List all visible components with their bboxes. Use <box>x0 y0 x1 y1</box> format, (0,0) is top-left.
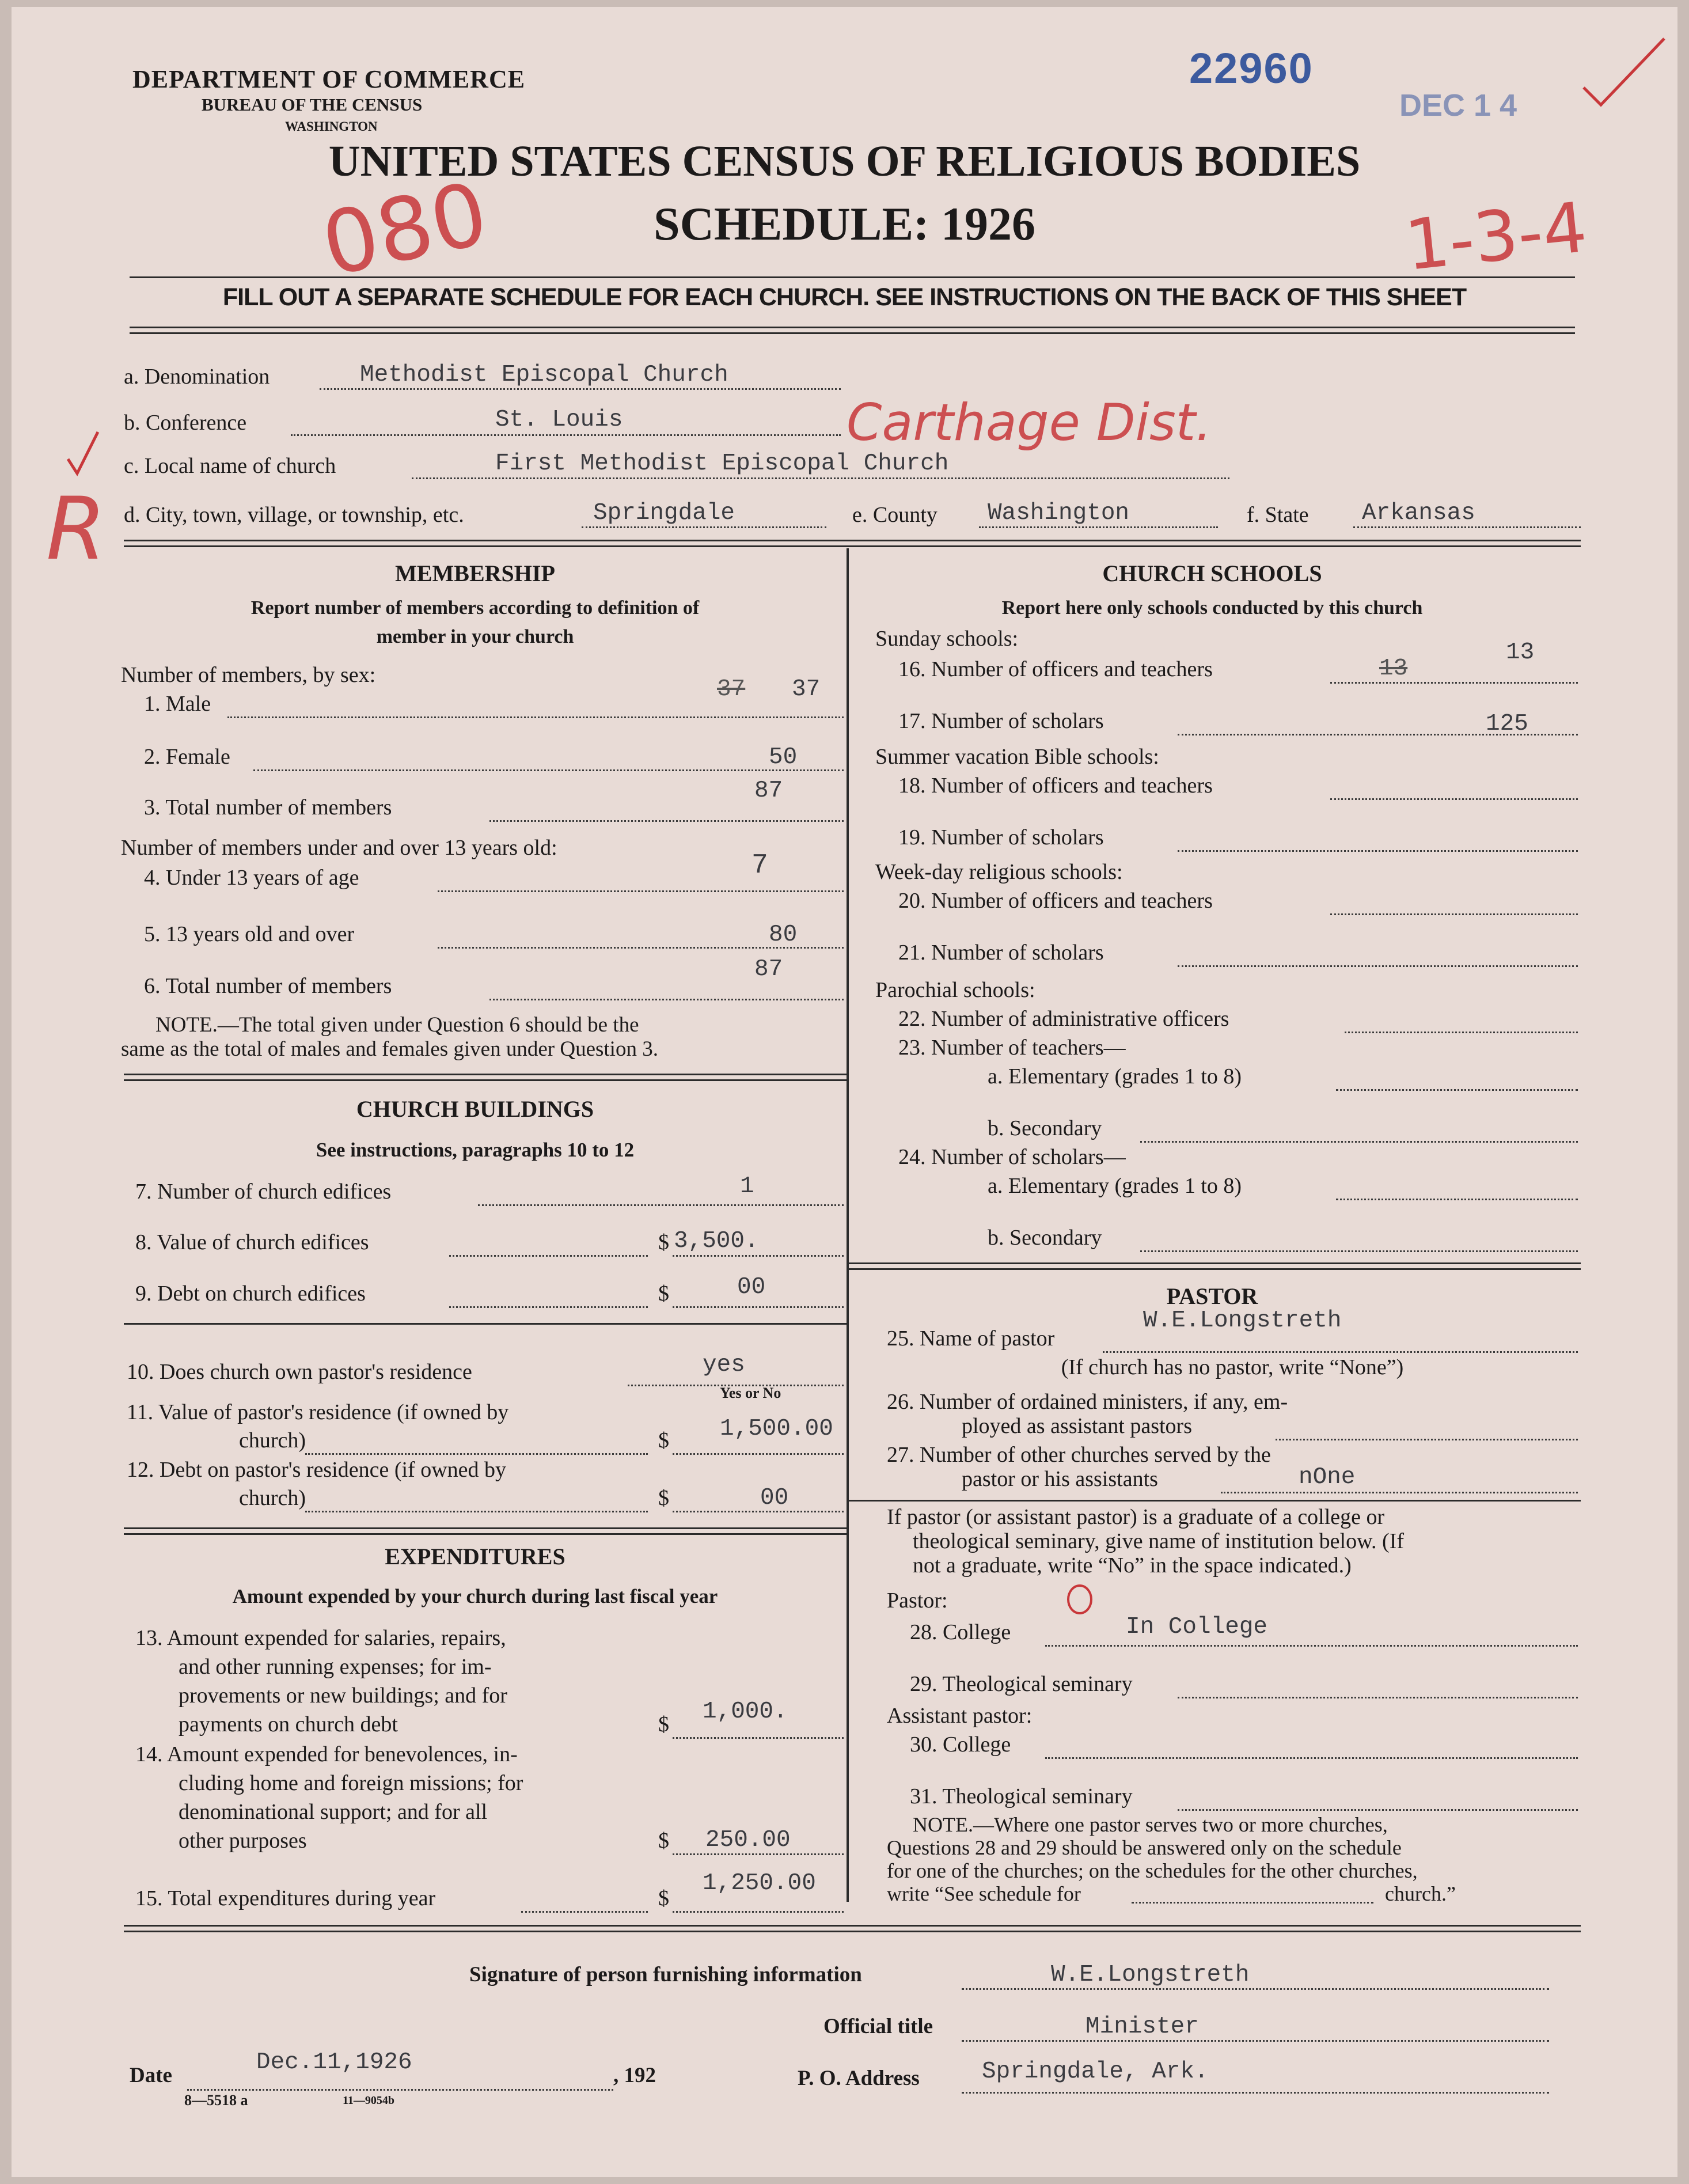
q13-running-expenses-label: 13. Amount expended for salaries, repairs, <box>135 1626 506 1650</box>
q12-residence-debt-label: 12. Debt on pastor's residence (if owned by <box>127 1458 507 1482</box>
q13-running-expenses-label-2: and other running expenses; for im- <box>179 1655 492 1679</box>
q19-summer-scholars-label: 19. Number of scholars <box>898 825 1104 850</box>
q14-benevolences-value[interactable]: 250.00 <box>705 1827 791 1853</box>
q14-benevolences-label-4: other purposes <box>179 1829 307 1853</box>
q10-owns-residence-label: 10. Does church own pastor's residence <box>127 1360 472 1384</box>
q4-under-13-label: 4. Under 13 years of age <box>144 866 359 890</box>
q24a-elementary-scholars-label: a. Elementary (grades 1 to 8) <box>988 1174 1242 1198</box>
q14-benevolences-label-2: cluding home and foreign missions; for <box>179 1771 523 1795</box>
q3-total-members-label: 3. Total number of members <box>144 795 392 820</box>
q27-other-churches-value[interactable]: nOne <box>1299 1464 1356 1491</box>
form-title: UNITED STATES CENSUS OF RELIGIOUS BODIES <box>328 137 1361 185</box>
membership-heading: MEMBERSHIP <box>395 560 555 586</box>
q9-currency-symbol: $ <box>658 1281 669 1306</box>
q24-scholars-label: 24. Number of scholars— <box>898 1145 1126 1169</box>
schedule-title: SCHEDULE: 1926 <box>654 198 1035 250</box>
membership-subheading: Report number of members according to definition of <box>250 597 700 619</box>
q7-edifices-value[interactable]: 1 <box>740 1173 754 1200</box>
q11-currency-symbol: $ <box>658 1428 669 1453</box>
church-schools-heading: CHURCH SCHOOLS <box>1102 560 1322 586</box>
q25-pastor-name-value[interactable]: W.E.Longstreth <box>1143 1307 1342 1334</box>
q2-female-label: 2. Female <box>144 745 230 769</box>
pastor-heading: PASTOR <box>1166 1283 1258 1309</box>
q17-sunday-scholars-value[interactable]: 125 <box>1486 711 1528 737</box>
bureau-name: BUREAU OF THE CENSUS <box>202 94 423 115</box>
members-by-sex-label: Number of members, by sex: <box>121 663 376 687</box>
graduate-instructions-2: theological seminary, give name of institution below. (If <box>913 1529 1405 1553</box>
q13-running-expenses-label-3: provements or new buildings; and for <box>179 1683 507 1708</box>
q9-edifice-debt-label: 9. Debt on church edifices <box>135 1281 366 1306</box>
pastor-sublabel: Pastor: <box>887 1588 948 1613</box>
pastor-note: NOTE.—Where one pastor serves two or more churches, <box>913 1813 1388 1836</box>
q1-male-label: 1. Male <box>144 692 211 716</box>
official-title-label: Official title <box>823 2015 933 2038</box>
q20-weekday-officers-label: 20. Number of officers and teachers <box>898 889 1213 913</box>
q28-pastor-college-value[interactable]: In College <box>1126 1614 1268 1640</box>
pastor-note-2: Questions 28 and 29 should be answered only on the schedule <box>887 1836 1402 1859</box>
membership-subheading-2: member in your church <box>376 626 574 647</box>
q14-benevolences-label: 14. Amount expended for benevolences, in- <box>135 1742 518 1766</box>
q11-residence-value-label-2: church) <box>239 1428 306 1453</box>
checkmark-icon <box>63 427 104 479</box>
q2-female-value[interactable]: 50 <box>769 744 798 771</box>
county-label: e. County <box>852 503 938 527</box>
q24b-secondary-scholars-label: b. Secondary <box>988 1226 1102 1250</box>
q10-yes-or-no-hint: Yes or No <box>720 1385 781 1401</box>
q8-edifice-value[interactable]: 3,500. <box>674 1228 759 1254</box>
q9-edifice-debt-value[interactable]: 00 <box>737 1274 766 1300</box>
denomination-value[interactable]: Methodist Episcopal Church <box>360 362 728 388</box>
q8-currency-symbol: $ <box>658 1230 669 1254</box>
checkmark-icon <box>1578 33 1670 113</box>
q1-male-struck-value: 37 <box>717 676 746 703</box>
fill-out-instructions: FILL OUT A SEPARATE SCHEDULE FOR EACH CHURCH. SEE INSTRUCTIONS ON THE BACK OF THIS SHEET <box>222 283 1467 311</box>
parochial-schools-label: Parochial schools: <box>875 978 1035 1002</box>
form-number: 8—5518 a <box>184 2092 248 2109</box>
members-by-age-label: Number of members under and over 13 years old: <box>121 836 557 860</box>
conference-value[interactable]: St. Louis <box>495 407 623 433</box>
denomination-label: a. Denomination <box>124 365 270 389</box>
pastor-note-3: for one of the churches; on the schedules for the other churches, <box>887 1859 1418 1882</box>
q13-currency-symbol: $ <box>658 1712 669 1736</box>
q17-sunday-scholars-label: 17. Number of scholars <box>898 709 1104 733</box>
q12-currency-symbol: $ <box>658 1486 669 1510</box>
schedule-number-stamp: 22960 <box>1189 44 1314 92</box>
expenditures-heading: EXPENDITURES <box>385 1544 565 1569</box>
q21-weekday-scholars-label: 21. Number of scholars <box>898 941 1104 965</box>
membership-note: NOTE.—The total given under Question 6 should be the <box>155 1013 639 1037</box>
received-date-stamp: DEC 1 4 <box>1399 88 1517 123</box>
q1-male-value[interactable]: 37 <box>792 676 821 703</box>
q31-assistant-seminary-label: 31. Theological seminary <box>910 1784 1133 1808</box>
local-church-name-value[interactable]: First Methodist Episcopal Church <box>495 450 949 477</box>
pastor-note-4: write “See schedule for <box>887 1882 1081 1905</box>
state-value[interactable]: Arkansas <box>1362 500 1475 526</box>
red-circle-mark-icon <box>1062 1582 1097 1617</box>
q15-currency-symbol: $ <box>658 1886 669 1910</box>
q25-pastor-hint: (If church has no pastor, write “None”) <box>1061 1355 1404 1379</box>
red-pencil-code: 080 <box>314 164 496 296</box>
q15-total-expenditures-label: 15. Total expenditures during year <box>135 1886 436 1910</box>
q6-total-members-label: 6. Total number of members <box>144 974 392 998</box>
q25-pastor-name-label: 25. Name of pastor <box>887 1326 1055 1351</box>
signature-value[interactable]: W.E.Longstreth <box>1051 1962 1250 1988</box>
church-buildings-subheading: See instructions, paragraphs 10 to 12 <box>316 1139 635 1161</box>
q28-pastor-college-label: 28. College <box>910 1620 1011 1644</box>
city-value[interactable]: Springdale <box>593 500 735 526</box>
q5-13-and-over-value[interactable]: 80 <box>769 922 798 948</box>
conference-label: b. Conference <box>124 411 247 435</box>
red-pencil-r: R <box>46 479 107 579</box>
signature-label: Signature of person furnishing information <box>469 1963 862 1986</box>
summer-schools-label: Summer vacation Bible schools: <box>875 745 1159 769</box>
po-address-value[interactable]: Springdale, Ark. <box>982 2058 1209 2085</box>
weekday-schools-label: Week-day religious schools: <box>875 860 1123 884</box>
q26-assistant-ministers-label: 26. Number of ordained ministers, if any, em- <box>887 1390 1288 1414</box>
census-schedule-sheet <box>12 7 1677 2177</box>
q16-sunday-officers-struck-value: 13 <box>1379 655 1408 682</box>
q13-running-expenses-label-4: payments on church debt <box>179 1712 398 1736</box>
q6-total-members-value[interactable]: 87 <box>754 956 783 983</box>
q4-under-13-value[interactable]: 7 <box>751 850 768 881</box>
q5-13-and-over-label: 5. 13 years old and over <box>144 922 355 946</box>
graduate-instructions: If pastor (or assistant pastor) is a graduate of a college or <box>887 1505 1385 1529</box>
expenditures-subheading: Amount expended by your church during last fiscal year <box>232 1585 718 1607</box>
bureau-city: WASHINGTON <box>285 119 378 134</box>
q7-edifices-label: 7. Number of church edifices <box>135 1180 392 1204</box>
q12-residence-debt-value[interactable]: 00 <box>760 1485 789 1511</box>
q13-running-expenses-value[interactable]: 1,000. <box>703 1698 788 1725</box>
q10-owns-residence-value[interactable]: yes <box>703 1352 745 1378</box>
pastor-note-4-end: church.” <box>1385 1882 1456 1905</box>
q11-residence-value-label: 11. Value of pastor's residence (if owned by <box>127 1400 509 1424</box>
state-label: f. State <box>1247 503 1309 527</box>
church-schools-subheading: Report here only schools conducted by this church <box>1001 597 1423 619</box>
official-title-value[interactable]: Minister <box>1085 2014 1199 2040</box>
q14-currency-symbol: $ <box>658 1829 669 1853</box>
q23-teachers-label: 23. Number of teachers— <box>898 1036 1126 1060</box>
q23a-elementary-teachers-label: a. Elementary (grades 1 to 8) <box>988 1064 1242 1089</box>
department-name: DEPARTMENT OF COMMERCE <box>132 65 526 93</box>
q16-sunday-officers-value[interactable]: 13 <box>1506 639 1535 666</box>
q8-edifice-value-label: 8. Value of church edifices <box>135 1230 369 1254</box>
q22-administrative-officers-label: 22. Number of administrative officers <box>898 1007 1229 1031</box>
date-value[interactable]: Dec.11,1926 <box>256 2049 412 2076</box>
church-buildings-heading: CHURCH BUILDINGS <box>356 1096 594 1122</box>
sunday-schools-label: Sunday schools: <box>875 627 1019 651</box>
red-pencil-reference: 1-3-4 <box>1401 187 1591 287</box>
q14-benevolences-label-3: denominational support; and for all <box>179 1800 488 1824</box>
graduate-instructions-3: not a graduate, write “No” in the space indicated.) <box>913 1553 1352 1578</box>
q16-sunday-officers-label: 16. Number of officers and teachers <box>898 657 1213 681</box>
q11-residence-value[interactable]: 1,500.00 <box>720 1416 833 1442</box>
q30-assistant-college-label: 30. College <box>910 1732 1011 1757</box>
local-church-name-label: c. Local name of church <box>124 454 336 478</box>
q15-total-expenditures-value[interactable]: 1,250.00 <box>703 1870 816 1897</box>
q23b-secondary-teachers-label: b. Secondary <box>988 1116 1102 1140</box>
q26-assistant-ministers-label-2: ployed as assistant pastors <box>962 1414 1193 1438</box>
q3-total-members-value[interactable]: 87 <box>754 778 783 804</box>
q27-other-churches-label: 27. Number of other churches served by the <box>887 1443 1271 1467</box>
q29-pastor-seminary-label: 29. Theological seminary <box>910 1672 1133 1696</box>
q27-other-churches-label-2: pastor or his assistants <box>962 1467 1158 1491</box>
red-pencil-district: Carthage Dist. <box>847 393 1212 452</box>
q18-summer-officers-label: 18. Number of officers and teachers <box>898 774 1213 798</box>
city-label: d. City, town, village, or township, etc. <box>124 503 464 527</box>
print-number: 11—9054b <box>343 2094 395 2107</box>
po-address-label: P. O. Address <box>798 2067 920 2090</box>
date-year-suffix: , 192 <box>613 2064 656 2087</box>
assistant-pastor-sublabel: Assistant pastor: <box>887 1704 1033 1728</box>
membership-note-2: same as the total of males and females given under Question 3. <box>121 1037 658 1061</box>
q12-residence-debt-label-2: church) <box>239 1486 306 1510</box>
date-label: Date <box>130 2064 172 2087</box>
county-value[interactable]: Washington <box>988 500 1130 526</box>
